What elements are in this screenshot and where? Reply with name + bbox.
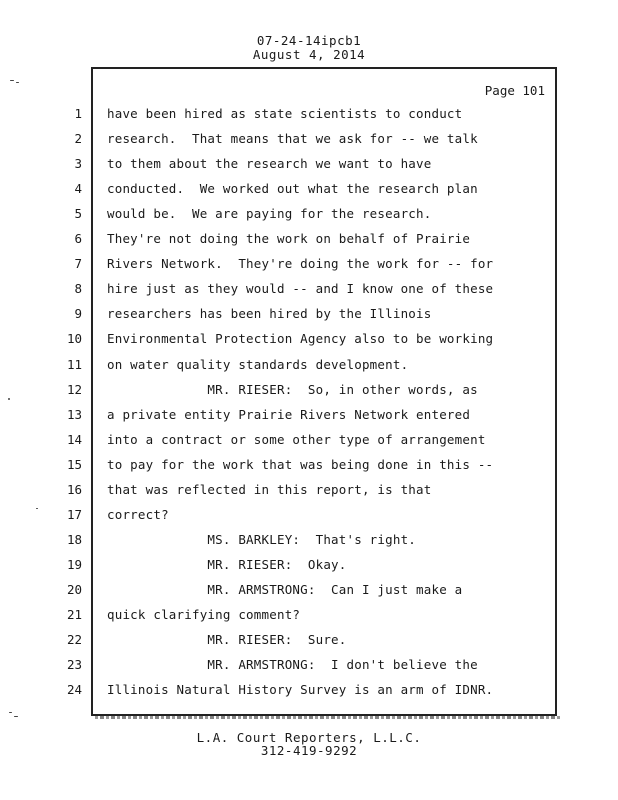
court-reporter-phone: 312-419-9292 — [260, 743, 358, 758]
line-number: 23 — [66, 657, 82, 672]
line-number: 24 — [66, 682, 82, 697]
page-number: Page 101 — [484, 83, 545, 98]
transcript-line-text: hire just as they would -- and I know one of these — [107, 281, 494, 296]
line-number: 21 — [66, 607, 82, 622]
transcript-line-text: quick clarifying comment? — [107, 607, 301, 622]
line-number: 5 — [74, 206, 82, 221]
line-number: 17 — [66, 507, 82, 522]
transcript-line-text: Environmental Protection Agency also to be working — [107, 331, 494, 346]
hearing-date: August 4, 2014 — [252, 47, 366, 62]
scan-speck — [8, 398, 10, 400]
line-number: 4 — [74, 181, 82, 196]
transcript-line-text: a private entity Prairie Rivers Network entered — [107, 407, 471, 422]
transcript-line-text: have been hired as state scientists to conduct — [107, 106, 463, 121]
line-number: 3 — [74, 156, 82, 171]
line-number: 6 — [74, 231, 82, 246]
line-number: 1 — [74, 106, 82, 121]
line-number: 18 — [66, 532, 82, 547]
scan-speck — [14, 716, 18, 717]
line-number: 13 — [66, 407, 82, 422]
transcript-line-text: MS. BARKLEY: That's right. — [107, 532, 417, 547]
line-number: 2 — [74, 131, 82, 146]
court-reporter-name: L.A. Court Reporters, L.L.C. — [196, 730, 422, 745]
transcript-line-text: research. That means that we ask for -- we talk — [107, 131, 478, 146]
transcript-line-text: Rivers Network. They're doing the work for -- for — [107, 256, 494, 271]
transcript-line-text: MR. ARMSTRONG: I don't believe the — [107, 657, 478, 672]
transcript-line-text: MR. RIESER: Sure. — [107, 632, 347, 647]
line-number: 22 — [66, 632, 82, 647]
line-number: 11 — [66, 357, 82, 372]
scan-speck — [10, 80, 14, 81]
transcript-line-text: into a contract or some other type of arrangement — [107, 432, 486, 447]
transcript-line-text: researchers has been hired by the Illinois — [107, 306, 432, 321]
line-number: 19 — [66, 557, 82, 572]
line-number: 16 — [66, 482, 82, 497]
transcript-line-text: that was reflected in this report, is that — [107, 482, 432, 497]
transcript-line-text: MR. RIESER: So, in other words, as — [107, 382, 478, 397]
transcript-line-text: to pay for the work that was being done in this -- — [107, 457, 494, 472]
frame-scan-artifact — [95, 716, 561, 719]
transcript-line-text: Illinois Natural History Survey is an arm of IDNR. — [107, 682, 494, 697]
line-number: 20 — [66, 582, 82, 597]
line-number: 14 — [66, 432, 82, 447]
transcript-line-text: on water quality standards development. — [107, 357, 409, 372]
line-number: 9 — [74, 306, 82, 321]
document-id: 07-24-14ipcb1 — [256, 33, 362, 48]
transcript-line-text: They're not doing the work on behalf of Prairie — [107, 231, 471, 246]
line-number: 15 — [66, 457, 82, 472]
transcript-line-text: would be. We are paying for the research. — [107, 206, 432, 221]
transcript-line-text: MR. RIESER: Okay. — [107, 557, 347, 572]
transcript-line-text: conducted. We worked out what the research plan — [107, 181, 478, 196]
scan-speck — [9, 712, 12, 713]
line-number: 7 — [74, 256, 82, 271]
scan-speck — [36, 508, 38, 509]
transcript-line-text: MR. ARMSTRONG: Can I just make a — [107, 582, 463, 597]
transcript-line-text: to them about the research we want to have — [107, 156, 432, 171]
line-number: 10 — [66, 331, 82, 346]
line-number: 12 — [66, 382, 82, 397]
line-number: 8 — [74, 281, 82, 296]
scan-speck — [16, 82, 19, 83]
transcript-line-text: correct? — [107, 507, 169, 522]
